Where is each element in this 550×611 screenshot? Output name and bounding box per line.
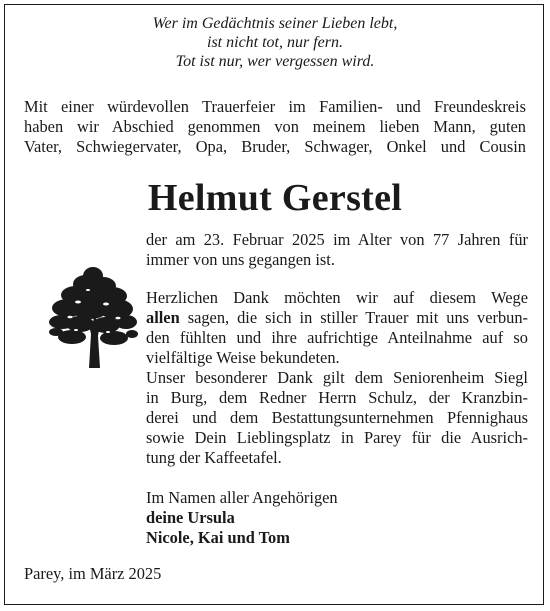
intro-line: haben wir Abschied genommen von meinem lieben Mann, guten (24, 117, 526, 136)
intro-line: Mit einer würdevollen Trauerfeier im Familien- und Freundeskreis (24, 97, 526, 116)
signature-intro: Im Namen aller Angehörigen (146, 488, 338, 507)
thanks-line: den fühlten und ihre aufrichtige Anteilnahme auf so (146, 328, 528, 347)
signature-wife: deine Ursula (146, 508, 235, 527)
special-thanks-line: Unser besonderer Dank gilt dem Seniorenheim Siegl (146, 368, 528, 387)
signature-children: Nicole, Kai und Tom (146, 528, 290, 547)
deceased-name: Helmut Gerstel (147, 177, 403, 219)
death-notice-line: der am 23. Februar 2025 im Alter von 77 Jahren für (146, 230, 528, 249)
quote-line: Tot ist nur, wer vergessen wird. (175, 53, 375, 70)
death-notice (146, 230, 528, 270)
special-thanks-line: sowie Dein Lieblingsplatz in Parey für die Ausrich- (146, 428, 528, 447)
tree-icon (48, 262, 138, 368)
memorial-quote (0, 14, 550, 71)
intro-line: Vater, Schwiegervater, Opa, Bruder, Schwager, Onkel und Cousin (24, 137, 526, 156)
special-thanks-line: in Burg, dem Redner Herrn Schulz, der Kranzbin- (146, 388, 528, 407)
signature-block (146, 488, 528, 548)
thanks-line: vielfältige Weise bekundeten. (146, 348, 340, 367)
thanks-line: Herzlichen Dank möchten wir auf diesem Wege (146, 288, 528, 307)
quote-line: Wer im Gedächtnis seiner Lieben lebt, (152, 15, 398, 32)
special-thanks-line: tung der Kaffeetafel. (146, 448, 282, 467)
quote-line: ist nicht tot, nur fern. (207, 34, 343, 51)
thanks-line-rest: sagen, die sich in stiller Trauer mit uns verbun- (179, 308, 528, 327)
thanks-line (146, 308, 528, 328)
thanks-paragraph (146, 288, 528, 468)
death-notice-line: immer von uns gegangen ist. (146, 250, 335, 269)
place-date: Parey, im März 2025 (24, 564, 162, 583)
special-thanks-line: derei und dem Bestattungsunternehmen Pfennighaus (146, 408, 528, 427)
thanks-bold-word: allen (146, 308, 180, 327)
intro-paragraph (24, 97, 526, 157)
